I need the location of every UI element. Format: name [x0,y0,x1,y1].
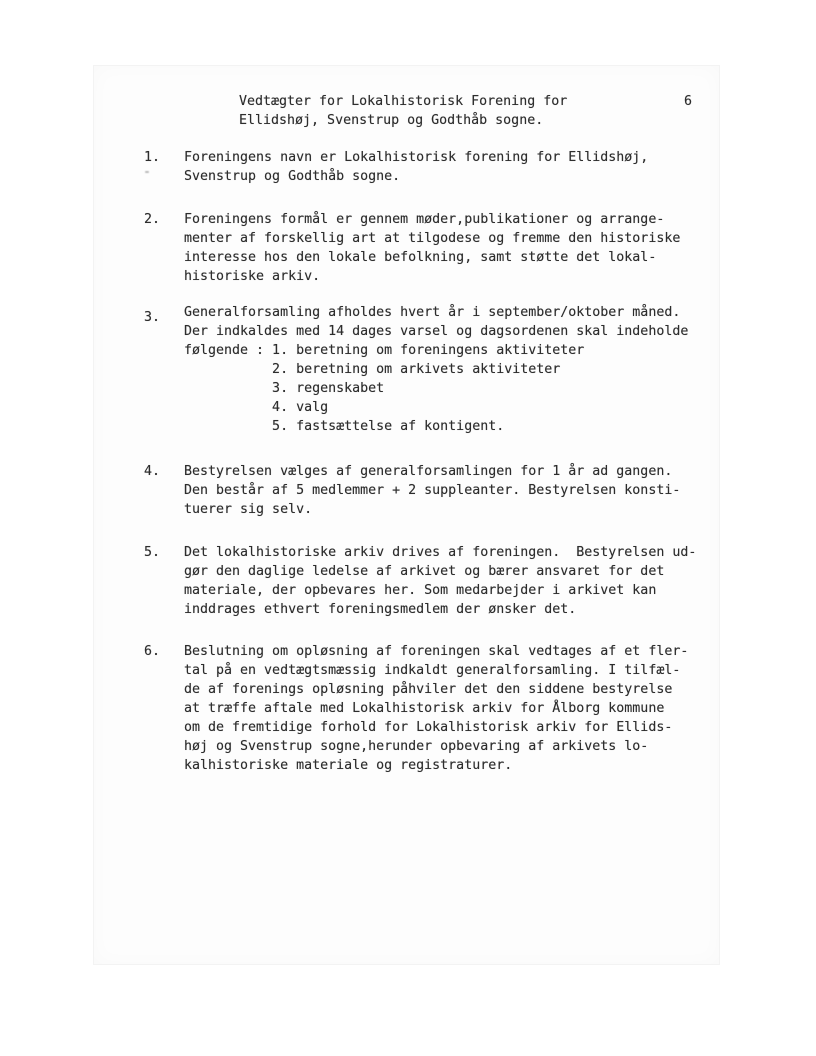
text-line: Generalforsamling afholdes hvert år i september/oktober måned. [184,305,681,320]
scanned-page [93,65,720,965]
text-line: 5. fastsættelse af kontigent. [184,419,505,434]
bylaw-item-5 [94,543,719,619]
text-line: Foreningens formål er gennem møder,publikationer og arrange- [184,212,665,227]
text-line: Foreningens navn er Lokalhistorisk forening for Ellidshøj, [184,150,649,165]
text-line: om de fremtidige forhold for Lokalhistorisk arkiv for Ellids- [184,720,673,735]
document-title-line-2: Ellidshøj, Svenstrup og Godthåb sogne. [239,113,544,128]
item-text [184,642,688,775]
bylaw-item-6 [94,642,719,775]
item-number: 5. [144,545,161,560]
text-line: høj og Svenstrup sogne,herunder opbevaring af arkivets lo- [184,739,649,754]
text-line: interesse hos den lokale befolkning, samt støtte det lokal- [184,250,657,265]
text-line: materiale, der opbevares her. Som medarbejder i arkivet kan [184,583,657,598]
item-text [184,543,696,619]
text-line: Den består af 5 medlemmer + 2 suppleanter. Bestyrelsen konsti- [184,483,681,498]
bylaw-item-2 [94,210,719,286]
text-line: gør den daglige ledelse af arkivet og bærer ansvaret for det [184,564,665,579]
text-line: Beslutning om opløsning af foreningen skal vedtages af et fler- [184,644,689,659]
item-number: 4. [144,464,161,479]
document-title-line-1: Vedtægter for Lokalhistorisk Forening for [239,94,568,109]
item-number: 2. [144,212,161,227]
text-line: de af forenings opløsning påhviler det den siddene bestyrelse [184,682,673,697]
document-header [239,92,719,130]
bylaw-item-3 [94,303,719,436]
text-line: at træffe aftale med Lokalhistorisk arkiv for Ålborg kommune [184,701,665,716]
text-line: inddrages ethvert foreningsmedlem der ønsker det. [184,602,577,617]
item-text [184,462,680,519]
text-line: 4. valg [184,400,329,415]
text-line: Bestyrelsen vælges af generalforsamlingen for 1 år ad gangen. [184,464,673,479]
text-line: 3. regenskabet [184,381,385,396]
text-line: Svenstrup og Godthåb sogne. [184,169,401,184]
text-line: følgende : 1. beretning om foreningens aktiviteter [184,343,585,358]
bylaw-item-4 [94,462,719,519]
text-line: Det lokalhistoriske arkiv drives af foreningen. Bestyrelsen ud- [184,545,697,560]
item-text [184,210,680,286]
document-content [94,66,719,775]
text-line: tal på en vedtægtsmæssig indkaldt generalforsamling. I tilfæl- [184,663,681,678]
text-line: menter af forskellig art at tilgodese og fremme den historiske [184,231,681,246]
text-line: kalhistoriske materiale og registraturer. [184,758,513,773]
text-line: historiske arkiv. [184,269,321,284]
page-number: 6 [684,94,693,109]
bylaw-item-1 [94,148,719,186]
text-line: 2. beretning om arkivets aktiviteter [184,362,561,377]
text-line: tuerer sig selv. [184,502,313,517]
item-text [184,303,688,436]
item-number: 1. [144,150,161,165]
item-number: 3. [144,310,161,325]
item-text [184,148,648,186]
text-line: Der indkaldes med 14 dages varsel og dagsordenen skal indeholde [184,324,689,339]
item-number: 6. [144,644,161,659]
